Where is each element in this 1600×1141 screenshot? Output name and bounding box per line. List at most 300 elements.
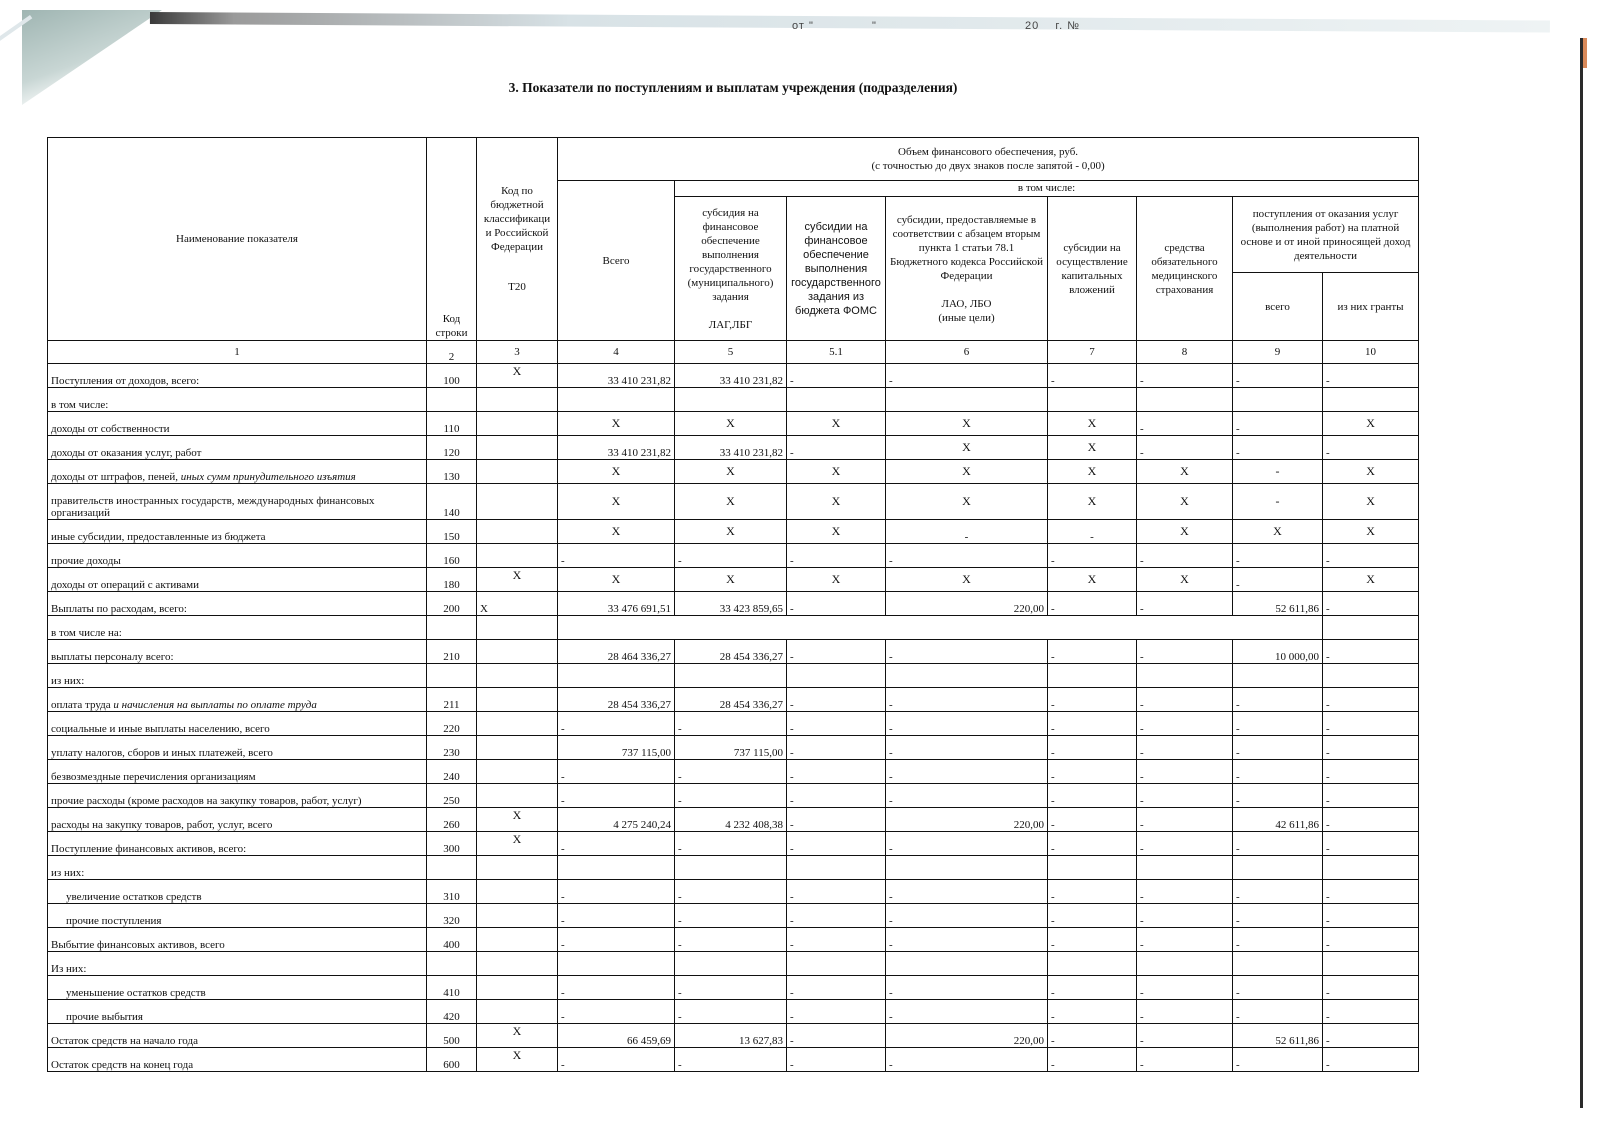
value-cell-col8: -: [1137, 832, 1233, 856]
value-cell-col5: -: [675, 904, 787, 928]
row-code: 310: [427, 880, 477, 904]
value-cell-col5: 737 115,00: [675, 736, 787, 760]
value-cell-col8: -: [1137, 640, 1233, 664]
value-cell-col4: -: [558, 880, 675, 904]
value-cell-col10: [1323, 856, 1419, 880]
value-cell-col7: -: [1048, 544, 1137, 568]
value-cell-col6: 220,00: [886, 1024, 1048, 1048]
value-cell-col4: -: [558, 544, 675, 568]
value-cell-col4: -: [558, 928, 675, 952]
budget-code-cell: [477, 952, 558, 976]
value-cell-col9: -: [1233, 460, 1323, 484]
value-cell-col10: -: [1323, 808, 1419, 832]
row-name: в том числе:: [48, 388, 427, 412]
table-row: [48, 904, 1419, 928]
value-cell-col6: X: [886, 484, 1048, 520]
header-col6: [886, 197, 1048, 341]
value-cell-col10: -: [1323, 364, 1419, 388]
row-code: 250: [427, 784, 477, 808]
value-cell-col51: [787, 856, 886, 880]
row-code: 400: [427, 928, 477, 952]
table-row: [48, 664, 1419, 688]
header-col9-group: поступления от оказания услуг (выполнения работ) на платной основе и от иной приносящей доход деятельности: [1233, 197, 1419, 273]
value-cell-col10: [1323, 616, 1419, 640]
value-cell-col10: -: [1323, 736, 1419, 760]
row-name: доходы от операций с активами: [48, 568, 427, 592]
value-cell-col10: X: [1323, 520, 1419, 544]
value-cell-col10: -: [1323, 760, 1419, 784]
value-cell-col6: X: [886, 460, 1048, 484]
value-cell-col5: 33 423 859,65: [675, 592, 787, 616]
table-row: [48, 592, 1419, 616]
table-row: [48, 484, 1419, 520]
budget-code-cell: X: [477, 808, 558, 832]
header-volume: [558, 138, 1419, 181]
row-name-part: доходы от штрафов, пеней,: [51, 471, 181, 483]
value-cell-col5: 33 410 231,82: [675, 436, 787, 460]
value-cell-col7: -: [1048, 808, 1137, 832]
value-cell-col51: -: [787, 592, 886, 616]
table-row: [48, 808, 1419, 832]
value-cell-col6: -: [886, 640, 1048, 664]
value-cell-col5: [675, 664, 787, 688]
row-code: 160: [427, 544, 477, 568]
value-cell-col8: [1137, 388, 1233, 412]
value-cell-col10: X: [1323, 412, 1419, 436]
budget-code-cell: [477, 904, 558, 928]
value-cell-col4: -: [558, 832, 675, 856]
value-cell-col7: X: [1048, 412, 1137, 436]
row-code: 260: [427, 808, 477, 832]
value-cell-col7: -: [1048, 1048, 1137, 1072]
value-cell-col4: 33 410 231,82: [558, 436, 675, 460]
value-cell-col7: -: [1048, 1024, 1137, 1048]
value-cell-col4: 4 275 240,24: [558, 808, 675, 832]
value-cell-col10: -: [1323, 436, 1419, 460]
header-from: от ": [792, 20, 814, 32]
budget-code-cell: X: [477, 568, 558, 592]
table-row: [48, 976, 1419, 1000]
value-cell-col7: [1048, 664, 1137, 688]
table-row: [48, 856, 1419, 880]
value-cell-col51: X: [787, 484, 886, 520]
value-cell-col7: -: [1048, 592, 1137, 616]
report-table: [47, 137, 1419, 1072]
value-cell-col7: -: [1048, 904, 1137, 928]
value-cell-col5: X: [675, 520, 787, 544]
header-col6-sub: ЛАО, ЛБО: [941, 297, 992, 310]
value-cell-col6: X: [886, 436, 1048, 460]
value-cell-col7: -: [1048, 1000, 1137, 1024]
row-name: Выбытие финансовых активов, всего: [48, 928, 427, 952]
value-cell-col8: -: [1137, 436, 1233, 460]
budget-code-cell: [477, 436, 558, 460]
value-cell-col6: [886, 664, 1048, 688]
value-cell-col51: [787, 388, 886, 412]
column-number: 2: [427, 341, 477, 364]
budget-code-cell: X: [477, 592, 558, 616]
value-cell-col7: [1048, 856, 1137, 880]
value-cell-col5: -: [675, 544, 787, 568]
value-cell-col9: -: [1233, 364, 1323, 388]
value-cell-col51: -: [787, 760, 886, 784]
value-cell-col51: [787, 664, 886, 688]
merged-cell: [558, 616, 1323, 640]
value-cell-col4: X: [558, 568, 675, 592]
row-name-part: оплата труда: [51, 699, 114, 711]
value-cell-col6: [886, 952, 1048, 976]
table-row: [48, 412, 1419, 436]
budget-code-cell: [477, 1000, 558, 1024]
value-cell-col10: -: [1323, 832, 1419, 856]
value-cell-col9: [1233, 856, 1323, 880]
value-cell-col4: -: [558, 1048, 675, 1072]
header-total: Всего: [558, 181, 675, 341]
header-volume-label: Объем финансового обеспечения, руб.: [898, 146, 1079, 158]
value-cell-col8: -: [1137, 1000, 1233, 1024]
value-cell-col9: 10 000,00: [1233, 640, 1323, 664]
budget-code-cell: [477, 688, 558, 712]
value-cell-col5: -: [675, 1000, 787, 1024]
table-row: [48, 832, 1419, 856]
value-cell-col6: X: [886, 412, 1048, 436]
value-cell-col7: X: [1048, 460, 1137, 484]
scan-right-tint: [1583, 38, 1587, 68]
value-cell-col8: X: [1137, 484, 1233, 520]
value-cell-col10: -: [1323, 592, 1419, 616]
column-number: 1: [48, 341, 427, 364]
value-cell-col10: -: [1323, 784, 1419, 808]
header-col6-label: субсидии, предоставляемые в соответствии с абзацем вторым пункта 1 статьи 78.1 Бюджетного кодекса Российской Федерации: [890, 213, 1043, 282]
value-cell-col9: -: [1233, 832, 1323, 856]
row-code: [427, 952, 477, 976]
value-cell-col10: -: [1323, 976, 1419, 1000]
value-cell-col10: X: [1323, 484, 1419, 520]
row-name: в том числе на:: [48, 616, 427, 640]
value-cell-col7: X: [1048, 484, 1137, 520]
row-name: прочие поступления: [48, 904, 427, 928]
budget-code-cell: [477, 544, 558, 568]
value-cell-col10: -: [1323, 1000, 1419, 1024]
value-cell-col4: [558, 856, 675, 880]
value-cell-col8: -: [1137, 688, 1233, 712]
budget-code-cell: X: [477, 1024, 558, 1048]
value-cell-col8: -: [1137, 736, 1233, 760]
value-cell-col4: X: [558, 520, 675, 544]
value-cell-col6: -: [886, 880, 1048, 904]
header-col6-sub2: (иные цели): [938, 311, 995, 324]
row-name: безвозмездные перечисления организациям: [48, 760, 427, 784]
value-cell-col4: X: [558, 484, 675, 520]
budget-code-cell: X: [477, 832, 558, 856]
value-cell-col10: [1323, 388, 1419, 412]
value-cell-col9: X: [1233, 520, 1323, 544]
value-cell-col5: 28 454 336,27: [675, 688, 787, 712]
value-cell-col5: 33 410 231,82: [675, 364, 787, 388]
budget-code-cell: [477, 520, 558, 544]
value-cell-col4: 28 454 336,27: [558, 688, 675, 712]
value-cell-col7: -: [1048, 832, 1137, 856]
value-cell-col5: -: [675, 712, 787, 736]
row-code: 110: [427, 412, 477, 436]
value-cell-col9: -: [1233, 760, 1323, 784]
budget-code-cell: [477, 712, 558, 736]
header-budget-code-label: Код по бюджетной классификаци и Российской Федерации: [483, 185, 551, 253]
value-cell-col8: -: [1137, 760, 1233, 784]
value-cell-col9: -: [1233, 484, 1323, 520]
row-code: [427, 856, 477, 880]
value-cell-col4: -: [558, 976, 675, 1000]
value-cell-col5: -: [675, 976, 787, 1000]
value-cell-col6: -: [886, 688, 1048, 712]
value-cell-col51: -: [787, 436, 886, 460]
budget-code-cell: [477, 880, 558, 904]
value-cell-col9: -: [1233, 880, 1323, 904]
row-code: [427, 616, 477, 640]
table-row: [48, 688, 1419, 712]
budget-code-cell: [477, 388, 558, 412]
value-cell-col4: [558, 664, 675, 688]
value-cell-col4: [558, 952, 675, 976]
value-cell-col51: -: [787, 640, 886, 664]
row-name: уплату налогов, сборов и иных платежей, всего: [48, 736, 427, 760]
scan-right-border: [1580, 38, 1583, 1108]
row-name: иные субсидии, предоставленные из бюджета: [48, 520, 427, 544]
value-cell-col6: [886, 856, 1048, 880]
value-cell-col8: X: [1137, 520, 1233, 544]
header-including: в том числе:: [675, 181, 1419, 197]
row-name: Из них:: [48, 952, 427, 976]
value-cell-col4: [558, 388, 675, 412]
table-row: [48, 640, 1419, 664]
table-row: [48, 544, 1419, 568]
value-cell-col4: 33 476 691,51: [558, 592, 675, 616]
value-cell-col8: -: [1137, 808, 1233, 832]
row-name: [48, 460, 427, 484]
table-row: [48, 928, 1419, 952]
value-cell-col51: -: [787, 364, 886, 388]
value-cell-col51: X: [787, 460, 886, 484]
budget-code-cell: X: [477, 364, 558, 388]
row-name: прочие доходы: [48, 544, 427, 568]
row-name: расходы на закупку товаров, работ, услуг, всего: [48, 808, 427, 832]
row-name: прочие выбытия: [48, 1000, 427, 1024]
value-cell-col51: X: [787, 412, 886, 436]
row-code: 230: [427, 736, 477, 760]
value-cell-col4: -: [558, 760, 675, 784]
value-cell-col9: -: [1233, 784, 1323, 808]
budget-code-cell: [477, 664, 558, 688]
row-code: 240: [427, 760, 477, 784]
value-cell-col5: X: [675, 568, 787, 592]
value-cell-col9: -: [1233, 1000, 1323, 1024]
value-cell-col6: -: [886, 904, 1048, 928]
value-cell-col9: 42 611,86: [1233, 808, 1323, 832]
value-cell-col8: -: [1137, 904, 1233, 928]
column-number: 5: [675, 341, 787, 364]
row-name: доходы от собственности: [48, 412, 427, 436]
value-cell-col6: 220,00: [886, 808, 1048, 832]
value-cell-col51: -: [787, 688, 886, 712]
header-name: Наименование показателя: [48, 138, 427, 341]
table-row: [48, 436, 1419, 460]
value-cell-col6: -: [886, 736, 1048, 760]
table-row: [48, 460, 1419, 484]
value-cell-col6: X: [886, 568, 1048, 592]
value-cell-col7: -: [1048, 976, 1137, 1000]
value-cell-col9: [1233, 664, 1323, 688]
row-code: 150: [427, 520, 477, 544]
value-cell-col51: -: [787, 832, 886, 856]
value-cell-col6: -: [886, 1048, 1048, 1072]
budget-code-cell: [477, 784, 558, 808]
row-code: 211: [427, 688, 477, 712]
column-number: 3: [477, 341, 558, 364]
row-code: 210: [427, 640, 477, 664]
table-row: [48, 568, 1419, 592]
value-cell-col7: -: [1048, 688, 1137, 712]
value-cell-col51: -: [787, 544, 886, 568]
row-code: 120: [427, 436, 477, 460]
header-col9: всего: [1233, 273, 1323, 341]
value-cell-col51: -: [787, 808, 886, 832]
value-cell-col7: -: [1048, 760, 1137, 784]
value-cell-col8: -: [1137, 592, 1233, 616]
row-name: выплаты персоналу всего:: [48, 640, 427, 664]
value-cell-col5: [675, 388, 787, 412]
value-cell-col7: X: [1048, 436, 1137, 460]
column-number: 5.1: [787, 341, 886, 364]
table-row: [48, 388, 1419, 412]
value-cell-col7: [1048, 388, 1137, 412]
value-cell-col8: -: [1137, 712, 1233, 736]
row-name: доходы от оказания услуг, работ: [48, 436, 427, 460]
value-cell-col8: [1137, 664, 1233, 688]
value-cell-col10: -: [1323, 688, 1419, 712]
value-cell-col10: X: [1323, 460, 1419, 484]
value-cell-col5: -: [675, 784, 787, 808]
value-cell-col9: [1233, 952, 1323, 976]
value-cell-col10: -: [1323, 544, 1419, 568]
budget-code-cell: [477, 760, 558, 784]
value-cell-col4: -: [558, 904, 675, 928]
page-title: 3. Показатели по поступлениям и выплатам учреждения (подразделения): [508, 80, 958, 95]
value-cell-col8: -: [1137, 412, 1233, 436]
value-cell-col5: X: [675, 412, 787, 436]
value-cell-col51: -: [787, 928, 886, 952]
report-table-body: [48, 364, 1419, 1072]
value-cell-col6: -: [886, 712, 1048, 736]
value-cell-col5: X: [675, 460, 787, 484]
row-code: 140: [427, 484, 477, 520]
value-cell-col9: -: [1233, 1048, 1323, 1072]
value-cell-col5: -: [675, 880, 787, 904]
value-cell-col9: -: [1233, 688, 1323, 712]
value-cell-col7: -: [1048, 520, 1137, 544]
row-name: [48, 688, 427, 712]
value-cell-col6: -: [886, 976, 1048, 1000]
value-cell-col4: 66 459,69: [558, 1024, 675, 1048]
value-cell-col7: -: [1048, 736, 1137, 760]
budget-code-cell: [477, 640, 558, 664]
row-name: прочие расходы (кроме расходов на закупку товаров, работ, услуг): [48, 784, 427, 808]
value-cell-col6: -: [886, 1000, 1048, 1024]
table-row: [48, 760, 1419, 784]
value-cell-col10: -: [1323, 640, 1419, 664]
header-quote: ": [872, 20, 877, 32]
value-cell-col9: -: [1233, 928, 1323, 952]
row-code: 180: [427, 568, 477, 592]
header-col5: [675, 197, 787, 341]
value-cell-col4: -: [558, 1000, 675, 1024]
budget-code-cell: [477, 412, 558, 436]
value-cell-col8: X: [1137, 568, 1233, 592]
row-code: 320: [427, 904, 477, 928]
value-cell-col10: -: [1323, 1048, 1419, 1072]
value-cell-col9: 52 611,86: [1233, 1024, 1323, 1048]
value-cell-col10: -: [1323, 712, 1419, 736]
value-cell-col6: -: [886, 544, 1048, 568]
value-cell-col4: -: [558, 712, 675, 736]
row-name: Остаток средств на начало года: [48, 1024, 427, 1048]
value-cell-col51: -: [787, 1048, 886, 1072]
value-cell-col7: -: [1048, 640, 1137, 664]
row-name: Поступления от доходов, всего:: [48, 364, 427, 388]
value-cell-col51: -: [787, 712, 886, 736]
budget-code-cell: [477, 484, 558, 520]
row-name: Поступление финансовых активов, всего:: [48, 832, 427, 856]
value-cell-col6: -: [886, 520, 1048, 544]
value-cell-col10: -: [1323, 880, 1419, 904]
value-cell-col6: [886, 388, 1048, 412]
value-cell-col7: -: [1048, 364, 1137, 388]
value-cell-col7: X: [1048, 568, 1137, 592]
value-cell-col5: 28 454 336,27: [675, 640, 787, 664]
value-cell-col10: [1323, 664, 1419, 688]
budget-code-cell: [477, 616, 558, 640]
column-number: 10: [1323, 341, 1419, 364]
row-code: [427, 664, 477, 688]
table-row: [48, 1000, 1419, 1024]
row-code: 100: [427, 364, 477, 388]
value-cell-col9: [1233, 388, 1323, 412]
value-cell-col5: [675, 952, 787, 976]
value-cell-col10: X: [1323, 568, 1419, 592]
row-code: 300: [427, 832, 477, 856]
table-row: [48, 712, 1419, 736]
budget-code-cell: [477, 928, 558, 952]
value-cell-col51: -: [787, 904, 886, 928]
header-col10: из них гранты: [1323, 273, 1419, 341]
row-code: 500: [427, 1024, 477, 1048]
value-cell-col8: [1137, 952, 1233, 976]
column-number: 8: [1137, 341, 1233, 364]
table-row: [48, 784, 1419, 808]
value-cell-col8: -: [1137, 544, 1233, 568]
value-cell-col9: -: [1233, 736, 1323, 760]
value-cell-col9: -: [1233, 436, 1323, 460]
value-cell-col51: -: [787, 1000, 886, 1024]
table-row: [48, 952, 1419, 976]
column-number: 7: [1048, 341, 1137, 364]
value-cell-col10: [1323, 952, 1419, 976]
header-volume-note: (с точностью до двух знаков после запятой - 0,00): [871, 160, 1105, 172]
value-cell-col8: -: [1137, 976, 1233, 1000]
value-cell-col4: 28 464 336,27: [558, 640, 675, 664]
value-cell-col10: -: [1323, 904, 1419, 928]
row-name: социальные и иные выплаты населению, всего: [48, 712, 427, 736]
value-cell-col51: X: [787, 568, 886, 592]
